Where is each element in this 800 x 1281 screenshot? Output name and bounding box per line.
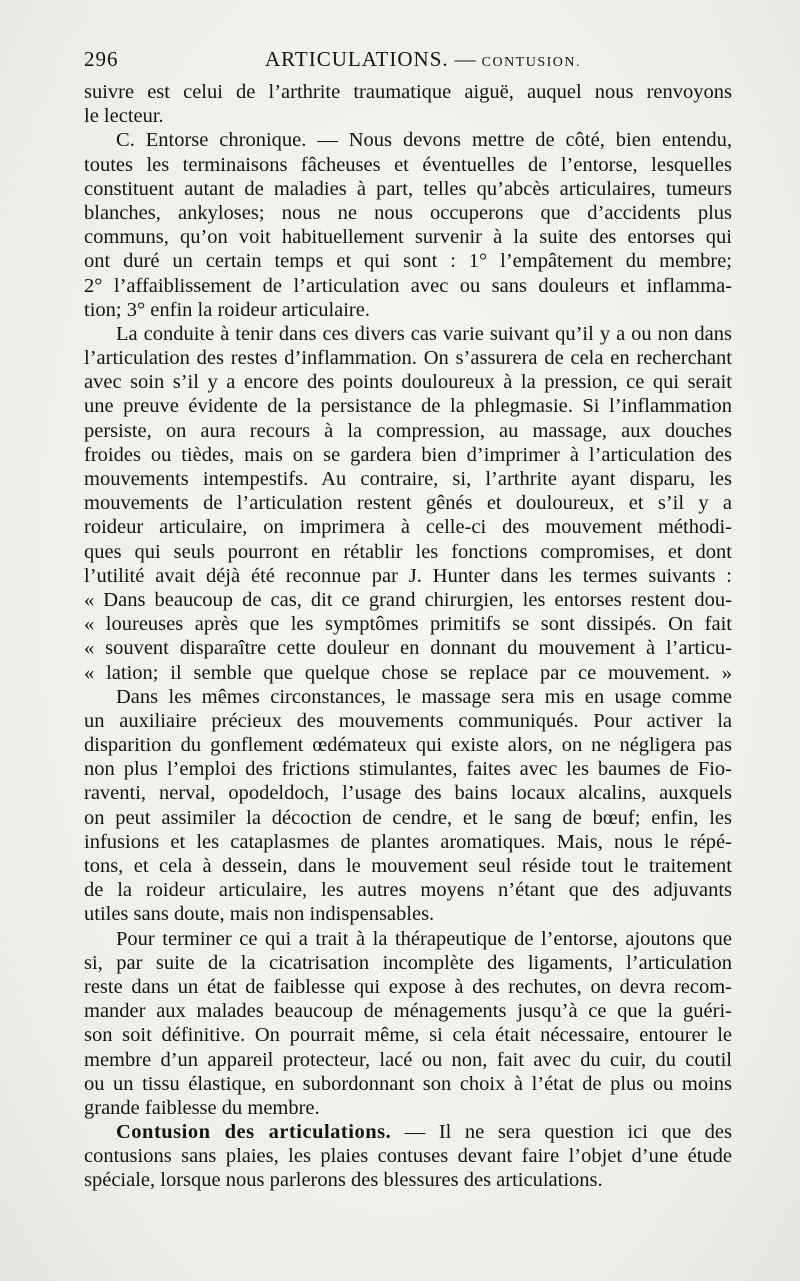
text-line: son soit définitive. On pourrait même, si cela était nécessaire, entourer le [84, 1024, 732, 1047]
text-line: constituent autant de maladies à part, telles qu’abcès articulaires, tumeurs [84, 177, 732, 200]
text-line: une preuve évidente de la persistance de la phlegmasie. Si l’inflammation [84, 395, 732, 418]
text-line: « souvent disparaître cette douleur en donnant du mouvement à l’articu- [84, 637, 732, 660]
text-line: on peut assimiler la décoction de cendre, et le sang de bœuf; enfin, les [84, 806, 732, 829]
text-line: ques qui seuls pourront en rétablir les fonctions compromises, et dont [84, 540, 732, 563]
text-line: communs, qu’on voit habituellement survenir à la suite des entorses qui [84, 226, 732, 249]
text-line: l’articulation des restes d’inflammation. On s’assurera de cela en recherchant [84, 347, 732, 370]
text-line: ou un tissu élastique, en subordonnant son choix à l’état de plus ou moins [84, 1072, 732, 1095]
text-line: Pour terminer ce qui a trait à la thérapeutique de l’entorse, ajoutons que [116, 927, 732, 950]
running-title-subtitle: CONTUSION. [481, 55, 582, 70]
text-line: toutes les terminaisons fâcheuses et éventuelles de l’entorse, lesquelles [84, 153, 732, 176]
text-line: reste dans un état de faiblesse qui expose à des rechutes, on devra recom- [84, 975, 732, 998]
text-line: 2° l’affaiblissement de l’articulation avec ou sans douleurs et inflamma- [84, 274, 732, 297]
text-fragment: — Il ne sera question ici que des [391, 1121, 732, 1144]
text-line: ont duré un certain temps et qui sont : 1° l’empâtement du membre; [84, 250, 732, 273]
text-line: mander aux malades beaucoup de ménagements jusqu’à ce que la guéri- [84, 1000, 732, 1023]
text-line: infusions et les cataplasmes de plantes aromatiques. Mais, nous le répé- [84, 830, 732, 853]
text-line: tion; 3° enfin la roideur articulaire. [84, 298, 370, 321]
text-line: « loureuses après que les symptômes primitifs se sont dissipés. On fait [84, 613, 732, 636]
text-line: « lation; il semble que quelque chose se replace par ce mouvement. » [84, 661, 732, 684]
text-line: l’utilité avait déjà été reconnue par J. Hunter dans les termes suivants : [84, 564, 732, 587]
text-line: si, par suite de la cicatrisation incomplète des ligaments, l’articulation [84, 951, 732, 974]
body-text [84, 80, 732, 1193]
running-title [84, 45, 732, 77]
text-line: un auxiliaire précieux des mouvements communiqués. Pour activer la [84, 709, 732, 732]
text-line: roideur articulaire, on imprimera à celle-ci des mouvement méthodi- [84, 516, 732, 539]
page-number: 296 [84, 47, 119, 71]
text-line: persiste, on aura recours à la compression, au massage, aux douches [84, 419, 732, 442]
running-title-separator: — [454, 47, 476, 71]
text-line: de la roideur articulaire, les autres moyens n’étant que des adjuvants [84, 879, 732, 902]
section-heading-line [84, 1120, 732, 1144]
text-line: La conduite à tenir dans ces divers cas varie suivant qu’il y a ou non dans [116, 322, 732, 345]
text-line: le lecteur. [84, 105, 164, 128]
text-line: mouvements intempestifs. Au contraire, si, l’arthrite ayant disparu, les [84, 468, 732, 490]
text-line: suivre est celui de l’arthrite traumatique aiguë, auquel nous renvoyons [84, 81, 732, 103]
running-title-main: ARTICULATIONS. [264, 47, 449, 71]
text-line: avec soin s’il y a encore des points douloureux à la pression, ce qui serait [84, 371, 732, 394]
text-line: spéciale, lorsque nous parlerons des blessures des articulations. [84, 1169, 603, 1192]
text-line: membre d’un appareil protecteur, lacé ou non, fait avec du cuir, du coutil [84, 1048, 732, 1071]
text-line: utiles sans doute, mais non indispensables. [84, 903, 435, 926]
text-line: mouvements de l’articulation restent gênés et douloureux, et s’il y a [84, 492, 732, 515]
text-line: raventi, nerval, opodeldoch, l’usage des bains locaux alcalins, auxquels [84, 782, 732, 805]
text-line: blanches, ankyloses; nous ne nous occuperons que d’accidents plus [84, 201, 732, 224]
text-line: « Dans beaucoup de cas, dit ce grand chirurgien, les entorses restent dou- [84, 588, 732, 611]
page-header [84, 45, 732, 73]
section-heading: Contusion des articulations. [116, 1121, 392, 1144]
text-line: C. Entorse chronique. — Nous devons mettre de côté, bien entendu, [116, 129, 732, 152]
text-line: contusions sans plaies, les plaies contuses devant faire l’objet d’une étude [84, 1145, 732, 1168]
text-line: tons, et cela à dessein, dans le mouvement seul réside tout le traitement [84, 855, 732, 877]
text-line: froides ou tièdes, mais on se gardera bien d’imprimer à l’articulation des [84, 443, 732, 466]
text-line: grande faiblesse du membre. [84, 1096, 320, 1119]
text-line: disparition du gonflement œdémateux qui existe alors, on ne négligera pas [84, 734, 732, 757]
text-line: non plus l’emploi des frictions stimulantes, faites avec les baumes de Fio- [84, 758, 732, 781]
text-line: Dans les mêmes circonstances, le massage sera mis en usage comme [116, 685, 732, 708]
